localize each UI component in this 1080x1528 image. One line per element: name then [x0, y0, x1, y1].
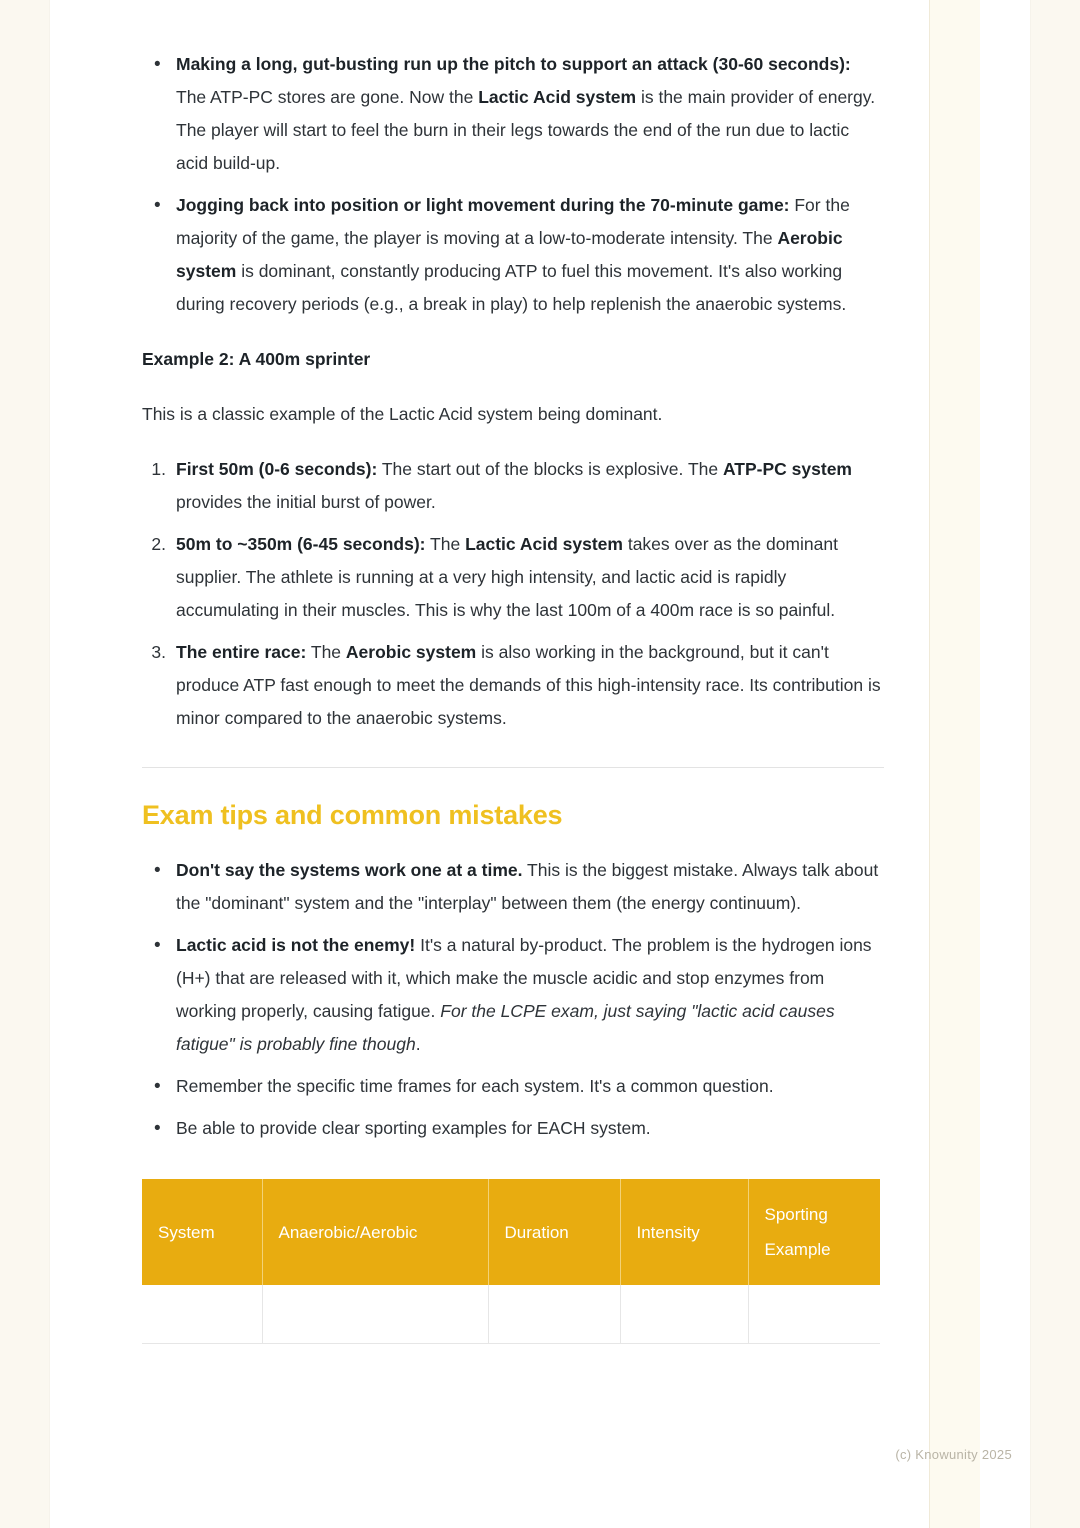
table-cell — [142, 1285, 262, 1344]
document-body — [142, 48, 884, 1344]
step-3-lead: The entire race: — [176, 642, 307, 662]
step-2-rest-a: The — [425, 534, 466, 554]
step-2-rest-b: takes over as the dominant supplier. The athlete is running at a very high intensity, and lactic acid is rapidly accumulating in their muscles. This is why the last 100m of a 400m race is so painful. — [176, 534, 838, 620]
table-header-sporting-example: Sporting Example — [748, 1179, 880, 1285]
table-header-row — [142, 1179, 880, 1285]
step-1-bold-a: ATP-PC system — [722, 459, 852, 479]
table-header-duration: Duration — [488, 1179, 620, 1285]
list-item — [142, 1112, 884, 1145]
step-3-rest-a: The — [306, 642, 346, 662]
energy-systems-table — [142, 1179, 880, 1344]
sprinter-steps-list — [142, 453, 884, 735]
step-1-rest-b: provides the initial burst of power. — [176, 492, 436, 512]
bullet-1-rest-b: is the main provider of energy. The player will start to feel the burn in their legs towards the end of the run due to lactic acid build-up. — [176, 87, 876, 173]
tip-1-lead: Don't say the systems work one at a time. — [176, 860, 523, 880]
bullet-2-bold-a: Aerobic system — [176, 228, 843, 281]
table-cell — [748, 1285, 880, 1344]
step-1-lead: First 50m (0-6 seconds): — [176, 459, 378, 479]
bullet-2-rest-b: is dominant, constantly producing ATP to fuel this movement. It's also working during recovery periods (e.g., a break in play) to help replenish the anaerobic systems. — [176, 261, 847, 314]
example-2-heading: Example 2: A 400m sprinter — [142, 349, 371, 369]
list-item — [142, 854, 884, 920]
step-2-bold-a: Lactic Acid system — [465, 534, 623, 554]
example-2-intro: This is a classic example of the Lactic Acid system being dominant. — [142, 404, 663, 424]
tip-2-rest-b: . — [415, 1034, 421, 1054]
page-side-strip — [929, 0, 980, 1528]
list-item — [142, 48, 884, 180]
tip-4: Be able to provide clear sporting examples for EACH system. — [176, 1118, 651, 1138]
table-cell — [262, 1285, 488, 1344]
section-title-exam-tips: Exam tips and common mistakes — [142, 800, 563, 830]
table-header-intensity: Intensity — [620, 1179, 748, 1285]
table-row — [142, 1285, 880, 1344]
exam-tips-list — [142, 854, 884, 1145]
table-header-anaerobic-aerobic: Anaerobic/Aerobic — [262, 1179, 488, 1285]
list-item — [142, 453, 884, 519]
bullet-1-rest-a: The ATP-PC stores are gone. Now the — [176, 87, 479, 107]
table-cell — [620, 1285, 748, 1344]
list-item — [142, 528, 884, 627]
bullet-2-lead: Jogging back into position or light movement during the 70-minute game: — [176, 195, 790, 215]
step-2-lead: 50m to ~350m (6-45 seconds): — [176, 534, 426, 554]
football-examples-list — [142, 48, 884, 321]
step-3-rest-b: is also working in the background, but it can't produce ATP fast enough to meet the demands of this high-intensity race. Its contribution is minor compared to the anaerobic systems. — [176, 642, 881, 728]
tip-1-rest: This is the biggest mistake. Always talk about the "dominant" system and the "interplay" between them (the energy continuum). — [176, 860, 879, 913]
list-item — [142, 1070, 884, 1103]
document-page — [50, 0, 1030, 1528]
step-3-bold-a: Aerobic system — [345, 642, 477, 662]
table-cell — [488, 1285, 620, 1344]
bullet-1-bold-a: Lactic Acid system — [478, 87, 637, 107]
list-item — [142, 636, 884, 735]
tip-3: Remember the specific time frames for each system. It's a common question. — [176, 1076, 774, 1096]
watermark: (c) Knowunity 2025 — [895, 1447, 1012, 1462]
list-item — [142, 929, 884, 1061]
bullet-2-rest-a: For the majority of the game, the player is moving at a low-to-moderate intensity. The — [176, 195, 850, 248]
tip-2-italic: For the LCPE exam, just saying "lactic acid causes fatigue" is probably fine though — [176, 1001, 835, 1054]
bullet-1-lead: Making a long, gut-busting run up the pitch to support an attack (30-60 seconds): — [176, 54, 851, 74]
table-header-system: System — [142, 1179, 262, 1285]
list-item — [142, 189, 884, 321]
tip-2-lead: Lactic acid is not the enemy! — [176, 935, 416, 955]
step-1-rest-a: The start out of the blocks is explosive. The — [377, 459, 723, 479]
page-content-area — [50, 0, 980, 1528]
section-divider — [142, 767, 884, 768]
tip-2-rest-a: It's a natural by-product. The problem is the hydrogen ions (H+) that are released with it, which make the muscle acidic and stop enzymes from working properly, causing fatigue. — [176, 935, 872, 1021]
